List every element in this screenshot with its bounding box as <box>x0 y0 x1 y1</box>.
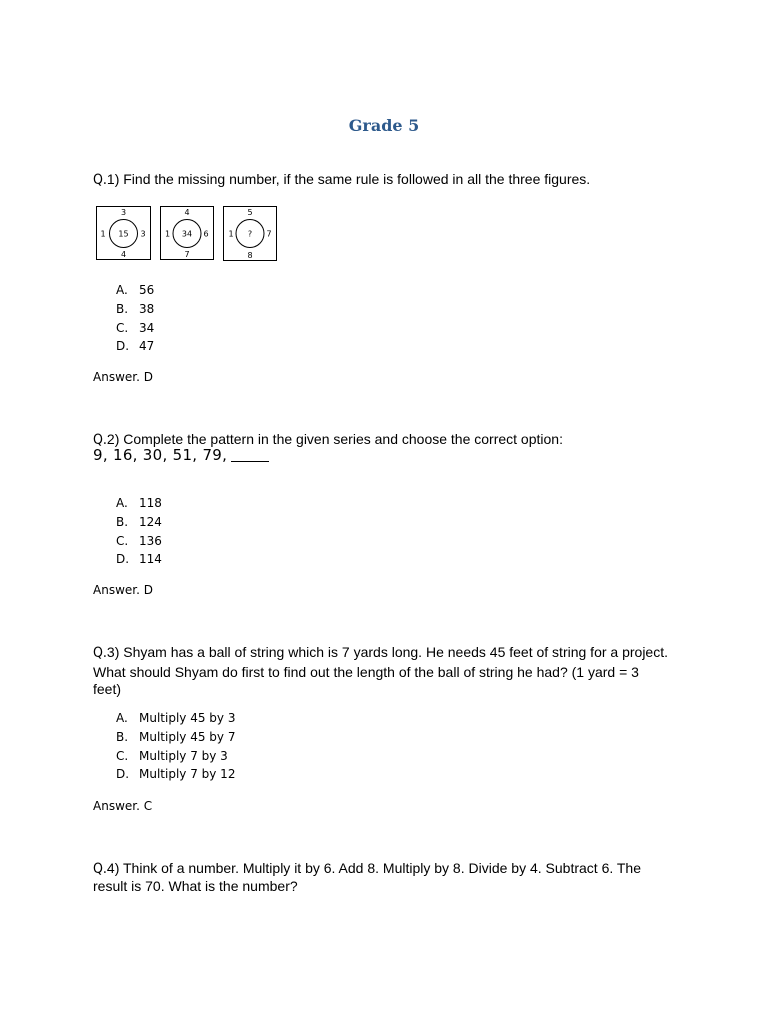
question-4-line-1-text: 4) Think of a number. Multiply it by 6. Add 8. Multiply by 8. Divide by 4. Subtract 6. The <box>106 860 641 876</box>
figure-1-top: 3 <box>120 208 127 217</box>
option-letter: A. <box>116 496 128 510</box>
figure-3-right: 7 <box>266 229 272 239</box>
option-text: 56 <box>139 283 155 297</box>
figure-1-left: 1 <box>100 229 106 239</box>
option-text: Multiply 45 by 7 <box>139 729 236 744</box>
question-1-option-b <box>116 300 154 319</box>
question-3-option-a <box>116 709 235 728</box>
series-values: 9, 16, 30, 51, 79, <box>93 446 228 464</box>
question-4-text <box>93 860 683 895</box>
question-1-figures <box>96 206 281 262</box>
question-1-option-c <box>116 319 154 338</box>
question-3-answer: Answer. C <box>93 799 153 813</box>
question-3-options <box>116 709 235 784</box>
question-1-number: Q. <box>93 172 107 188</box>
question-4-number: Q. <box>93 861 107 877</box>
option-text: 47 <box>139 339 155 354</box>
question-1-option-a <box>116 281 154 300</box>
question-3-option-b <box>116 728 235 747</box>
option-text: 114 <box>139 552 162 567</box>
page-title: Grade 5 <box>348 116 420 135</box>
figure-3 <box>224 207 277 261</box>
option-letter: C. <box>116 533 129 548</box>
figure-2-left: 1 <box>164 229 171 239</box>
question-4-line-2: result is 70. What is the number? <box>93 878 298 894</box>
question-3-text <box>93 644 683 698</box>
question-4-line-1 <box>93 860 683 878</box>
question-2-option-b <box>116 513 162 532</box>
question-1-prompt: 1) Find the missing number, if the same rule is followed in all the three figures. <box>106 171 591 187</box>
option-letter: B. <box>116 514 129 529</box>
question-1-text <box>93 171 683 189</box>
option-text: Multiply 45 by 3 <box>139 711 236 725</box>
figure-3-center: ? <box>247 229 253 239</box>
option-letter: A. <box>116 711 128 725</box>
option-letter: D. <box>116 552 130 567</box>
question-3-number: Q. <box>93 645 107 661</box>
option-text: 124 <box>139 514 162 529</box>
question-2-series <box>93 446 269 464</box>
figure-3-bottom: 8 <box>247 251 253 260</box>
question-3-option-d <box>116 765 235 784</box>
figure-1 <box>97 207 151 260</box>
option-text: 118 <box>139 496 162 510</box>
question-2-number: Q. <box>93 432 107 448</box>
question-3-line-3: feet) <box>93 681 122 697</box>
option-text: Multiply 7 by 12 <box>139 767 236 782</box>
option-letter: C. <box>116 748 129 763</box>
figure-2 <box>161 207 214 260</box>
option-letter: D. <box>116 767 130 782</box>
question-2-option-d <box>116 550 162 569</box>
question-3-line-1-text: 3) Shyam has a ball of string which is 7 yards long. He needs 45 feet of string for a project. <box>106 644 668 660</box>
figure-1-bottom: 4 <box>120 250 127 259</box>
figure-2-bottom: 7 <box>184 250 190 259</box>
option-text: 38 <box>139 301 155 316</box>
option-text: 34 <box>139 320 155 335</box>
figure-2-top: 4 <box>184 208 190 217</box>
question-1-answer: Answer. D <box>93 370 153 384</box>
option-letter: C. <box>116 320 129 335</box>
figure-3-top: 5 <box>247 208 253 217</box>
series-blank <box>231 461 269 462</box>
question-3-line-2: What should Shyam do first to find out the length of the ball of string he had? (1 yard = 3 <box>93 664 639 680</box>
option-letter: B. <box>116 729 129 744</box>
option-letter: D. <box>116 339 130 354</box>
question-2-option-a <box>116 494 162 513</box>
figure-2-right: 6 <box>203 229 209 239</box>
question-2-prompt: 2) Complete the pattern in the given series and choose the correct option: <box>106 431 563 447</box>
question-1-options <box>116 281 154 356</box>
figure-1-center: 15 <box>118 229 129 239</box>
figure-1-right: 3 <box>140 229 146 239</box>
figure-3-left: 1 <box>228 229 234 239</box>
option-letter: B. <box>116 301 129 316</box>
option-text: 136 <box>139 533 162 548</box>
question-3-option-c <box>116 747 235 766</box>
figure-2-center: 34 <box>181 229 193 239</box>
question-3-line-1 <box>93 644 683 662</box>
question-1-option-d <box>116 337 154 356</box>
option-text: Multiply 7 by 3 <box>139 748 228 763</box>
question-2-options <box>116 494 162 569</box>
option-letter: A. <box>116 283 128 297</box>
question-2-option-c <box>116 532 162 551</box>
question-2-answer: Answer. D <box>93 583 153 597</box>
